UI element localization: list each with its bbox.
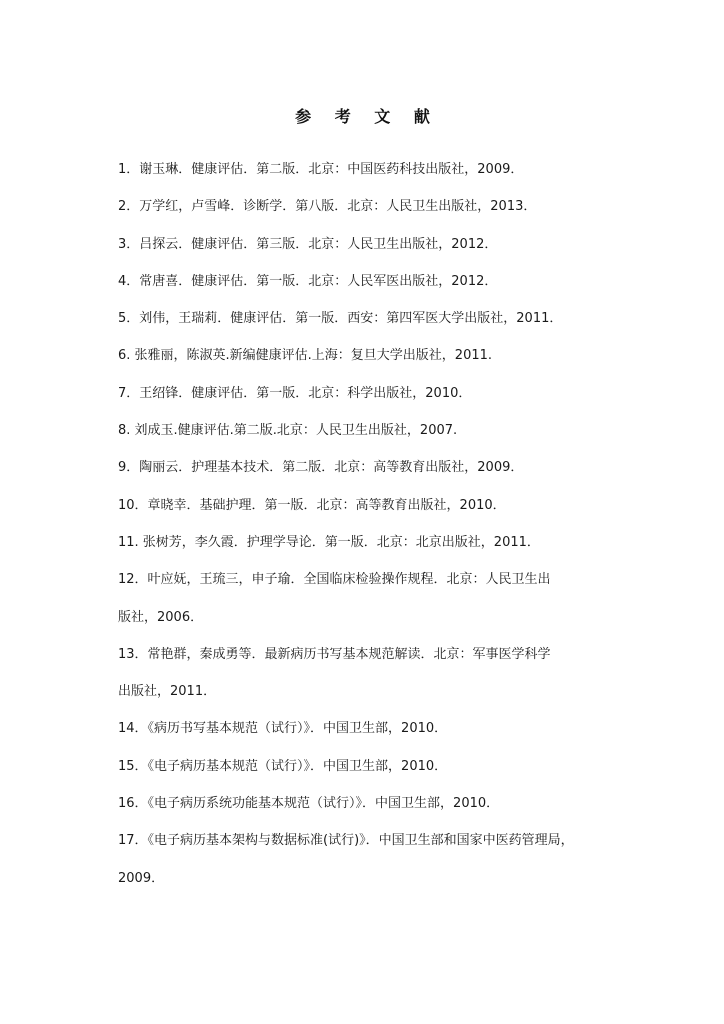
reference-list [118,151,618,897]
reference-line: 5．刘伟，王瑞莉．健康评估．第一版．西安：第四军医大学出版社，2011． [118,311,563,327]
reference-line: 3．吕探云．健康评估．第三版．北京：人民卫生出版社，2012． [118,236,498,252]
reference-line: 9．陶丽云．护理基本技术．第二版．北京：高等教育出版社，2009． [118,460,524,476]
reference-line: 11. 张树芳，李久霞．护理学导论．第一版．北京：北京出版社，2011． [118,534,540,550]
reference-line: 8. 刘成玉.健康评估.第二版.北京：人民卫生出版社，2007. [118,423,458,439]
reference-line: 出版社，2011． [118,684,217,700]
page-title: 参 考 文 献 [295,107,439,126]
reference-line: 12．叶应妩，王琉三，申子瑜．全国临床检验操作规程．北京：人民卫生出 [118,572,551,588]
reference-line: 6. 张雅丽，陈淑英.新编健康评估.上海：复旦大学出版社，2011. [118,348,493,364]
reference-line: 7．王绍锋．健康评估．第一版．北京：科学出版社，2010． [118,385,472,401]
reference-line: 10．章晓幸．基础护理．第一版．北京：高等教育出版社，2010． [118,497,506,513]
reference-line: 15．《电子病历基本规范（试行）》．中国卫生部，2010． [118,758,448,774]
reference-line: 17．《电子病历基本架构与数据标准(试行)》．中国卫生部和国家中医药管理局， [118,833,574,849]
reference-line: 版社，2006． [118,609,204,625]
reference-line: 14．《病历书写基本规范（试行）》．中国卫生部，2010． [118,721,448,737]
reference-line: 4．常唐喜．健康评估．第一版．北京：人民军医出版社，2012． [118,273,498,289]
reference-line: 13．常艳群，秦成勇等．最新病历书写基本规范解读．北京：军事医学科学 [118,646,551,662]
reference-line: 1．谢玉琳．健康评估．第二版．北京：中国医药科技出版社，2009． [118,162,524,177]
reference-line: 16．《电子病历系统功能基本规范（试行）》．中国卫生部，2010． [118,796,500,812]
reference-line: 2009． [118,870,165,886]
reference-line: 2．万学红，卢雪峰．诊断学．第八版．北京：人民卫生出版社，2013． [118,199,537,215]
